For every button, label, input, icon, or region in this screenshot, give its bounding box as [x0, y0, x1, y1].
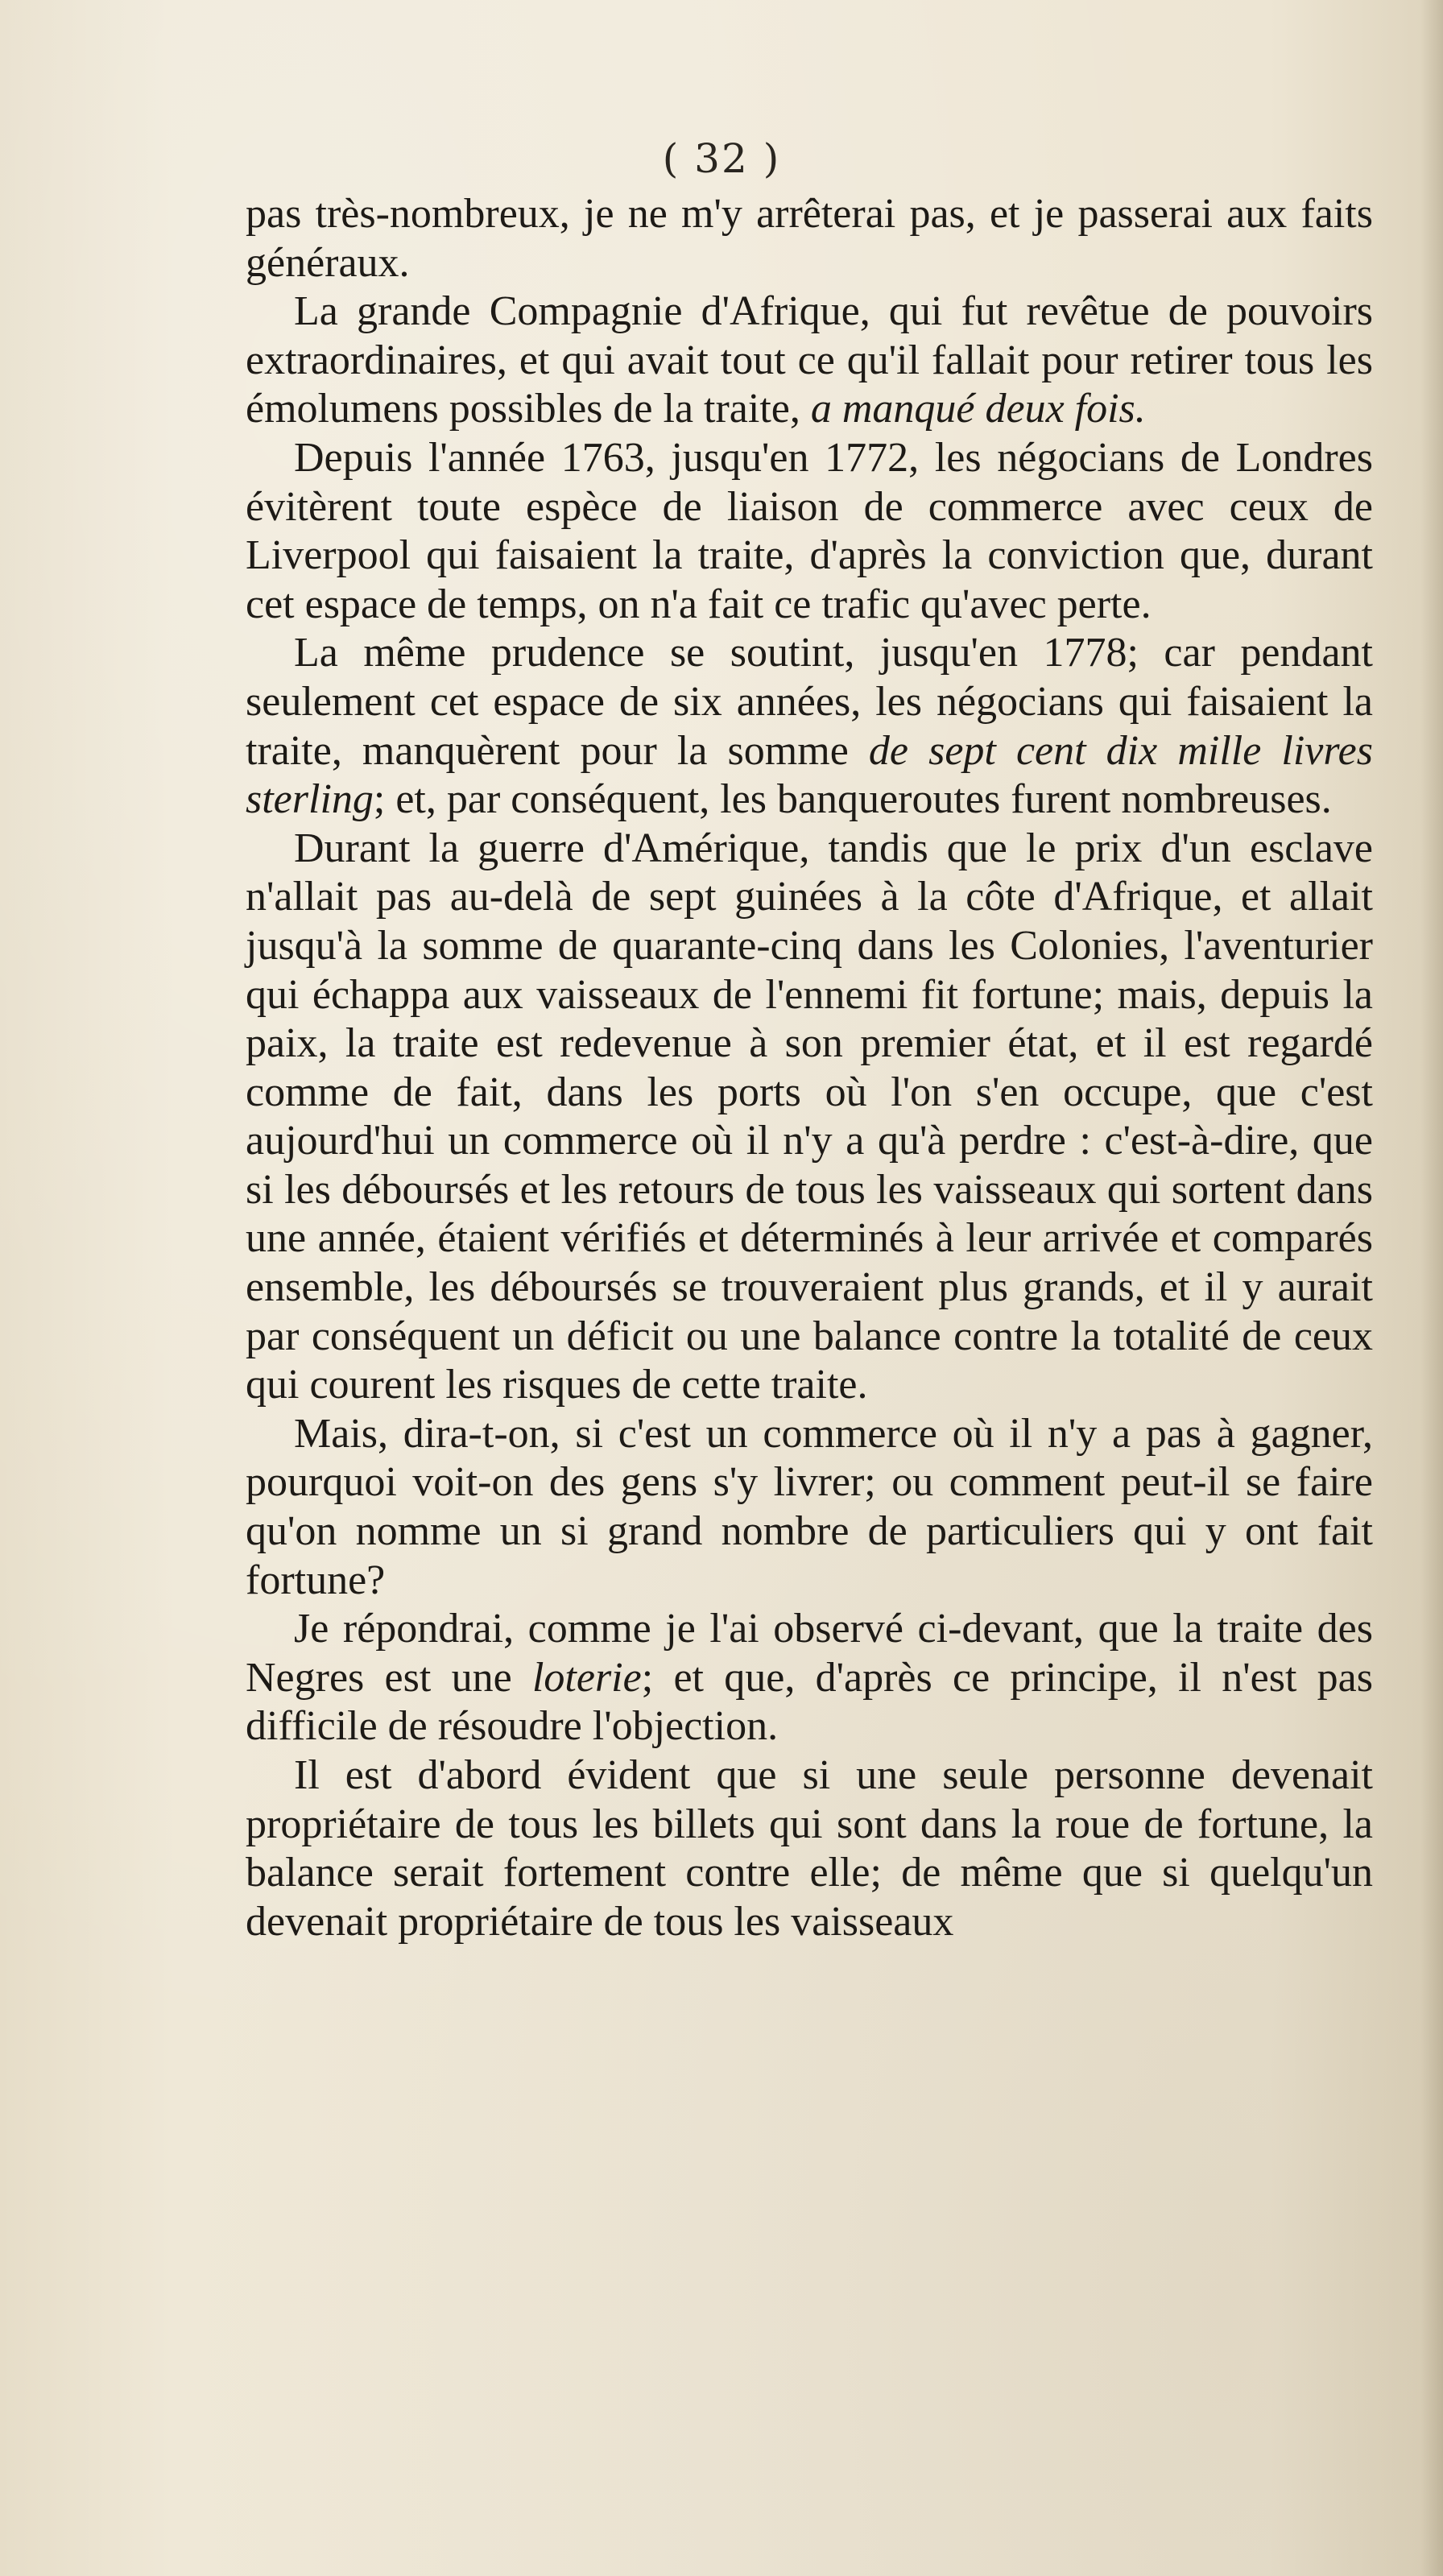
paragraph	[246, 1605, 1373, 1751]
text-run: Mais, dira-t-on, si c'est un commerce où il n'y a pas à gagner, pourquoi voit-on des gens s'y livrer; ou comment peut-il se faire qu'on nomme un si grand nombre de particuliers qui y ont fait fortune?	[246, 1410, 1373, 1603]
text-run: La même prudence se soutint, jusqu'en 1778; car pendant seulement cet espace de six années, les négocians qui faisaient la traite, manquèrent pour la somme	[246, 630, 1373, 774]
text-run: Il est d'abord évident que si une seule personne devenait propriétaire de tous les billets qui sont dans la roue de fortune, la balance serait fortement contre elle; de même que si quelqu'un devenait propriétaire de tous les vaisseaux	[246, 1752, 1373, 1945]
text-run: Durant la guerre d'Amérique, tandis que le prix d'un esclave n'allait pas au-delà de sept guinées à la côte d'Afrique, et allait jusqu'à la somme de quarante-cinq dans les Colonies, l'aventurier qui échappa aux vaisseaux de l'ennemi fit fortune; mais, depuis la paix, la traite est redevenue à son premier état, et il est regardé comme de fait, dans les ports où l'on s'en occupe, que c'est aujourd'hui un commerce où il n'y a qu'à perdre : c'est-à-dire, que si les déboursés et les retours de tous les vaisseaux qui sortent dans une année, étaient vérifiés et déterminés à leur arrivée et comparés ensemble, les déboursés se trouveraient plus grands, et il y aurait par conséquent un déficit ou une balance contre la totalité de ceux qui courent les risques de cette traite.	[246, 825, 1373, 1408]
text-run: pas très-nombreux, je ne m'y arrêterai pas, et je passerai aux faits généraux.	[246, 191, 1373, 286]
paragraph	[246, 629, 1373, 824]
text-run: Depuis l'année 1763, jusqu'en 1772, les négocians de Londres évitèrent toute espèce de liaison de commerce avec ceux de Liverpool qui faisaient la traite, d'après la conviction que, durant cet espace de temps, on n'a fait ce trafic qu'avec perte.	[246, 434, 1373, 627]
text-run: ; et que, d'après ce principe, il n'est pas difficile de résoudre l'objection.	[246, 1654, 1374, 1750]
text-run: ; et, par conséquent, les banqueroutes furent nombreuses.	[373, 776, 1332, 823]
text-run: Je répondrai, comme je l'ai observé ci-devant, que la traite des Negres est une	[246, 1606, 1373, 1701]
italic-text-run: de sept cent dix mille livres sterling	[246, 727, 1373, 823]
paragraph	[246, 190, 1373, 287]
paragraph	[246, 1410, 1373, 1605]
body-text	[246, 190, 1373, 1946]
text-run: La grande Compagnie d'Afrique, qui fut revêtue de pouvoirs extraordinaires, et qui avait tout ce qu'il fallait pour retirer tous les émolumens possibles de la traite,	[246, 288, 1373, 432]
italic-text-run: loterie	[531, 1654, 642, 1701]
paragraph	[246, 434, 1373, 629]
page-number: ( 32 )	[662, 135, 781, 182]
italic-text-run: a manqué deux fois.	[810, 386, 1146, 432]
paragraph	[246, 825, 1373, 1410]
paragraph	[246, 287, 1373, 434]
paragraph	[246, 1751, 1373, 1946]
page-edge-shadow	[1420, 0, 1443, 2576]
